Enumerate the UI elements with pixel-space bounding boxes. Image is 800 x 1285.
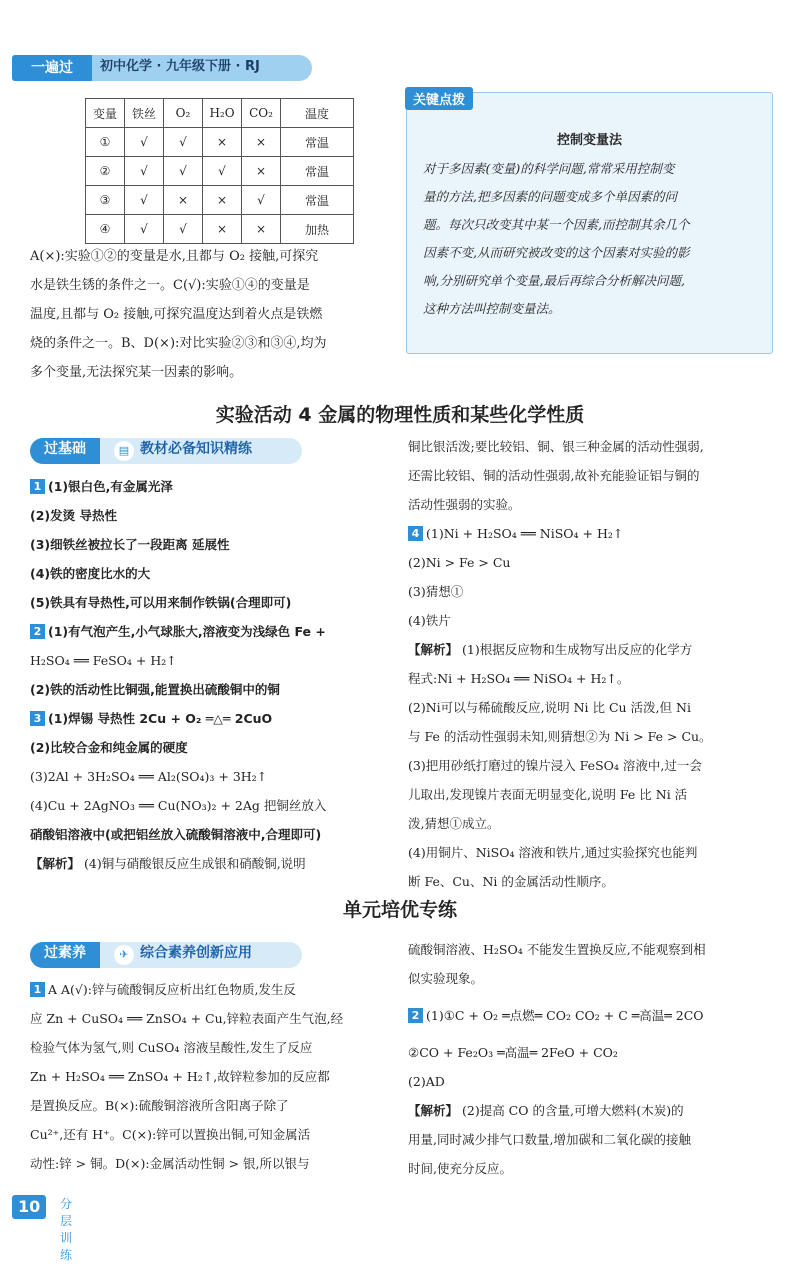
- answer-line: 似实验现象。: [408, 971, 484, 986]
- table-cell: √: [125, 186, 164, 215]
- answer-line: 是置换反应。B(×):硫酸铜溶液所含阳离子除了: [30, 1098, 289, 1113]
- banner-label: 过素养: [30, 942, 100, 968]
- answer-line: 与 Fe 的活动性强弱未知,则猜想②为 Ni > Fe > Cu。: [408, 729, 712, 744]
- table-cell: ②: [86, 157, 125, 186]
- answer-line: 断 Fe、Cu、Ni 的金属活动性顺序。: [408, 874, 614, 889]
- table-header-row: [86, 99, 354, 128]
- banner-label: 过基础: [30, 438, 100, 464]
- table-cell: √: [125, 157, 164, 186]
- analysis-label: 【解析】: [408, 642, 459, 657]
- question-number: 1: [30, 982, 45, 997]
- table-cell: √: [164, 128, 203, 157]
- table-header-cell: 铁丝: [125, 99, 164, 128]
- page-number: 10: [12, 1195, 46, 1219]
- table-cell: ×: [203, 186, 242, 215]
- table-header-cell: H₂O: [203, 99, 242, 128]
- answer-text: (1)①C + O₂ ═点燃═ CO₂ CO₂ + C ═高温═ 2CO: [426, 1008, 704, 1023]
- answer-line: (2)比较合金和纯金属的硬度: [30, 740, 188, 755]
- analysis-text: (2)提高 CO 的含量,可增大燃料(木炭)的: [458, 1103, 684, 1118]
- answer-line: ②CO + Fe₂O₃ ═高温═ 2FeO + CO₂: [408, 1045, 618, 1060]
- answer-line: (3)把用砂纸打磨过的镍片浸入 FeSO₄ 溶液中,过一会: [408, 758, 702, 773]
- answer-line: (4)铁的密度比水的大: [30, 566, 151, 581]
- answer-line: H₂SO₄ ══ FeSO₄ + H₂↑: [30, 653, 177, 668]
- answer-line: [30, 617, 400, 646]
- table-cell: ×: [242, 128, 281, 157]
- analysis-label: 【解析】: [408, 1103, 459, 1118]
- table-cell: 常温: [281, 186, 354, 215]
- answer-line: (3)2Al + 3H₂SO₄ ══ Al₂(SO₄)₃ + 3H₂↑: [30, 769, 268, 784]
- unit-answers-right: [408, 935, 780, 1183]
- answer-line: (3)细铁丝被拉长了一段距离 延展性: [30, 537, 230, 552]
- table-row: [86, 157, 354, 186]
- analysis-label: 【解析】: [30, 856, 81, 871]
- answer-line: 检验气体为氢气,则 CuSO₄ 溶液呈酸性,发生了反应: [30, 1040, 313, 1055]
- question-number: 3: [30, 711, 45, 726]
- table-cell: ×: [203, 215, 242, 244]
- answer-text: (1)有气泡产生,小气球胀大,溶液变为浅绿色 Fe +: [48, 624, 326, 639]
- answer-line: (2)发烫 导热性: [30, 508, 117, 523]
- answer-line: (4)铁片: [408, 613, 451, 628]
- table-cell: 加热: [281, 215, 354, 244]
- page-header: [12, 55, 312, 81]
- table-header-cell: CO₂: [242, 99, 281, 128]
- variables-table: [85, 98, 354, 244]
- answer-line: [408, 519, 780, 548]
- text-line: 烧的条件之一。B、D(×):对比实验②③和③④,均为: [30, 336, 327, 351]
- table-row: [86, 186, 354, 215]
- key-point-title: 控制变量法: [556, 133, 622, 148]
- question-number: 2: [408, 1008, 423, 1023]
- text-line: 量的方法,把多因素的问题变成多个单因素的问: [423, 189, 677, 204]
- answer-line: 还需比较铝、铜的活动性强弱,故补充能验证铝与铜的: [408, 468, 700, 483]
- book-icon: ▤: [114, 441, 134, 461]
- answer-line: 程式:Ni + H₂SO₄ ══ NiSO₄ + H₂↑。: [408, 671, 630, 686]
- banner-competence: [30, 942, 302, 968]
- analysis-line: [30, 849, 400, 878]
- text-line: A(×):实验①②的变量是水,且都与 O₂ 接触,可探究: [30, 249, 319, 264]
- table-cell: 常温: [281, 157, 354, 186]
- table-cell: ×: [203, 128, 242, 157]
- answer-line: 儿取出,发现镍片表面无明显变化,说明 Fe 比 Ni 活: [408, 787, 688, 802]
- answer-line: 动性:锌 > 铜。D(×):金属活动性铜 > 银,所以银与: [30, 1156, 310, 1171]
- brand-logo: 一遍过: [12, 55, 92, 81]
- key-point-panel: [406, 92, 773, 354]
- plane-icon: ✈: [114, 945, 134, 965]
- answer-line: 用量,同时减少排气口数量,增加碳和二氧化碳的接触: [408, 1132, 691, 1147]
- section-title-unit: 单元培优专练: [342, 899, 457, 921]
- table-cell: ④: [86, 215, 125, 244]
- answer-line: (2)Ni > Fe > Cu: [408, 555, 511, 570]
- answer-line: [408, 1001, 780, 1030]
- banner-basics: [30, 438, 302, 464]
- table-cell: ×: [164, 186, 203, 215]
- answer-line: 应 Zn + CuSO₄ ══ ZnSO₄ + Cu,锌粒表面产生气泡,经: [30, 1011, 344, 1026]
- answer-line: (2)AD: [408, 1074, 445, 1089]
- table-cell: √: [125, 128, 164, 157]
- answer-line: [30, 472, 400, 501]
- question-number: 4: [408, 526, 423, 541]
- table-header-cell: 温度: [281, 99, 354, 128]
- answer-line: 时间,使充分反应。: [408, 1161, 512, 1176]
- answer-line: (4)用铜片、NiSO₄ 溶液和铁片,通过实验探究也能判: [408, 845, 698, 860]
- answer-line: (5)铁具有导热性,可以用来制作铁锅(合理即可): [30, 595, 292, 610]
- footer-label: 分层训练: [60, 1197, 73, 1262]
- question-number: 2: [30, 624, 45, 639]
- table-cell: √: [164, 215, 203, 244]
- table-explanation: [30, 242, 400, 387]
- text-line: 题。每次只改变其中某一个因素,而控制其余几个: [423, 217, 690, 232]
- table-row: [86, 215, 354, 244]
- book-title: 初中化学 · 九年级下册 · RJ: [100, 59, 260, 74]
- answer-line: 泼,猜想①成立。: [408, 816, 500, 831]
- question-number: 1: [30, 479, 45, 494]
- table-cell: √: [203, 157, 242, 186]
- answer-text: A A(√):锌与硫酸铜反应析出红色物质,发生反: [48, 982, 296, 997]
- answer-line: 硝酸铝溶液中(或把铝丝放入硫酸铜溶液中,合理即可): [30, 827, 322, 842]
- text-line: 这种方法叫控制变量法。: [423, 301, 561, 316]
- analysis-text: (1)根据反应物和生成物写出反应的化学方: [458, 642, 693, 657]
- answer-line: 铜比银活泼;要比较铝、铜、银三种金属的活动性强弱,: [408, 439, 704, 454]
- answer-line: (2)Ni可以与稀硫酸反应,说明 Ni 比 Cu 活泼,但 Ni: [408, 700, 691, 715]
- table-cell: ①: [86, 128, 125, 157]
- text-line: 多个变量,无法探究某一因素的影响。: [30, 365, 243, 380]
- text-line: 响,分别研究单个变量,最后再综合分析解决问题,: [423, 273, 685, 288]
- table-cell: ×: [242, 215, 281, 244]
- answer-line: 硫酸铜溶液、H₂SO₄ 不能发生置换反应,不能观察到相: [408, 942, 706, 957]
- banner-subtitle: 教材必备知识精练: [140, 441, 252, 457]
- key-point-body: [423, 155, 759, 323]
- analysis-line: [408, 1096, 780, 1125]
- text-line: 因素不变,从而研究被改变的这个因素对实验的影: [423, 245, 690, 260]
- answer-text: (1)Ni + H₂SO₄ ══ NiSO₄ + H₂↑: [426, 526, 624, 541]
- unit-answers-left: [30, 975, 400, 1178]
- answer-text: (1)焊锡 导热性 2Cu + O₂ ═△═ 2CuO: [48, 711, 273, 726]
- answer-line: (2)铁的活动性比铜强,能置换出硫酸铜中的铜: [30, 682, 280, 697]
- analysis-text: (4)铜与硝酸银反应生成银和硝酸铜,说明: [80, 856, 306, 871]
- answer-line: 活动性强弱的实验。: [408, 497, 521, 512]
- table-cell: √: [242, 186, 281, 215]
- answers-right-column: [408, 432, 780, 896]
- text-line: 水是铁生锈的条件之一。C(√):实验①④的变量是: [30, 278, 310, 293]
- table-cell: √: [125, 215, 164, 244]
- table-cell: √: [164, 157, 203, 186]
- answer-line: Zn + H₂SO₄ ══ ZnSO₄ + H₂↑,故锌粒参加的反应都: [30, 1069, 330, 1084]
- answer-line: Cu²⁺,还有 H⁺。C(×):锌可以置换出铜,可知金属活: [30, 1127, 311, 1142]
- answer-line: (3)猜想①: [408, 584, 464, 599]
- table-cell: ③: [86, 186, 125, 215]
- banner-subtitle: 综合素养创新应用: [140, 945, 252, 961]
- table-row: [86, 128, 354, 157]
- answer-line: (4)Cu + 2AgNO₃ ══ Cu(NO₃)₂ + 2Ag 把铜丝放入: [30, 798, 327, 813]
- table-header-cell: O₂: [164, 99, 203, 128]
- text-line: 对于多因素(变量)的科学问题,常常采用控制变: [423, 161, 675, 176]
- answer-line: [30, 704, 400, 733]
- answer-line: [30, 975, 400, 1004]
- table-cell: ×: [242, 157, 281, 186]
- text-line: 温度,且都与 O₂ 接触,可探究温度达到着火点是铁燃: [30, 307, 323, 322]
- table-cell: 常温: [281, 128, 354, 157]
- answer-text: (1)银白色,有金属光泽: [48, 479, 173, 494]
- table-header-cell: 变量: [86, 99, 125, 128]
- analysis-line: [408, 635, 780, 664]
- section-title-experiment: 实验活动 4 金属的物理性质和某些化学性质: [215, 404, 585, 426]
- key-point-tag: 关键点拨: [405, 87, 473, 110]
- answers-left-column: [30, 472, 400, 878]
